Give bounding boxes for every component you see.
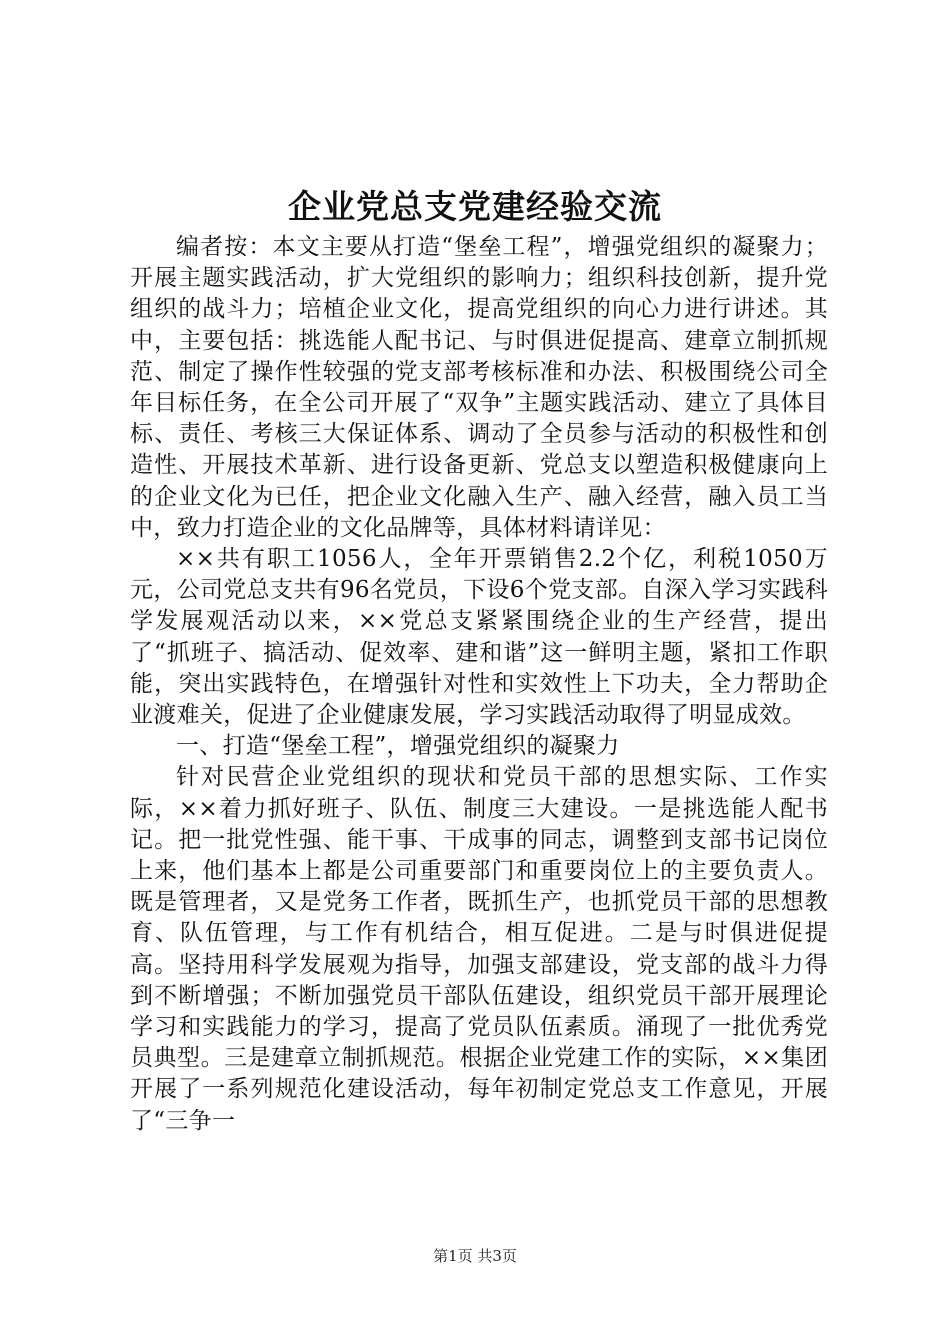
page-footer: 第1页 共3页 <box>433 1247 517 1265</box>
editor-note-paragraph: 编者按：本文主要从打造“堡垒工程”，增强党组织的凝聚力；开展主题实践活动，扩大党组织的影响力；组织科技创新，提升党组织的战斗力；培植企业文化，提高党组织的向心力进行讲述。其中，主要包括：挑选能人配书记、与时俱进促提高、建章立制抓规范、制定了操作性较强的党支部考核标准和办法、积极围绕公司全年目标任务，在全公司开展了“双争”主题实践活动、建立了具体目标、责任、考核三大保证体系、调动了全员参与活动的积极性和创造性、开展技术革新、进行设备更新、党总支以塑造积极健康向上的企业文化为已任，把企业文化融入生产、融入经营，融入员工当中，致力打造企业的文化品牌等，具体材料请详见： <box>130 234 828 541</box>
document-body <box>130 232 828 1137</box>
section-heading: 一、打造“堡垒工程”，增强党组织的凝聚力 <box>176 733 620 760</box>
section-paragraph: 针对民营企业党组织的现状和党员干部的思想实际、工作实际，××着力抓好班子、队伍、制度三大建设。一是挑选能人配书记。把一批党性强、能干事、干成事的同志，调整到支部书记岗位上来，他们基本上都是公司重要部门和重要岗位上的主要负责人。既是管理者，又是党务工作者，既抓生产，也抓党员干部的思想教育、队伍管理，与工作有机结合，相互促进。二是与时俱进促提高。坚持用科学发展观为指导，加强支部建设，党支部的战斗力得到不断增强；不断加强党员干部队伍建设，组织党员干部开展理论学习和实践能力的学习，提高了党员队伍素质。涌现了一批优秀党员典型。三是建章立制抓规范。根据企业党建工作的实际，××集团开展了一系列规范化建设活动，每年初制定党总支工作意见，开展了“三争一 <box>130 764 828 1134</box>
document-title: 企业党总支党建经验交流 <box>288 187 662 226</box>
overview-paragraph: ××共有职工1056人，全年开票销售2.2个亿，利税1050万元，公司党总支共有96名党员，下设6个党支部。自深入学习实践科学发展观活动以来，××党总支紧紧围绕企业的生产经营，提出了“抓班子、搞活动、促效率、建和谐”这一鲜明主题，紧扣工作职能，突出实践特色，在增强针对性和实效性上下功夫，全力帮助企业渡难关，促进了企业健康发展，学习实践活动取得了明显成效。 <box>130 546 828 729</box>
